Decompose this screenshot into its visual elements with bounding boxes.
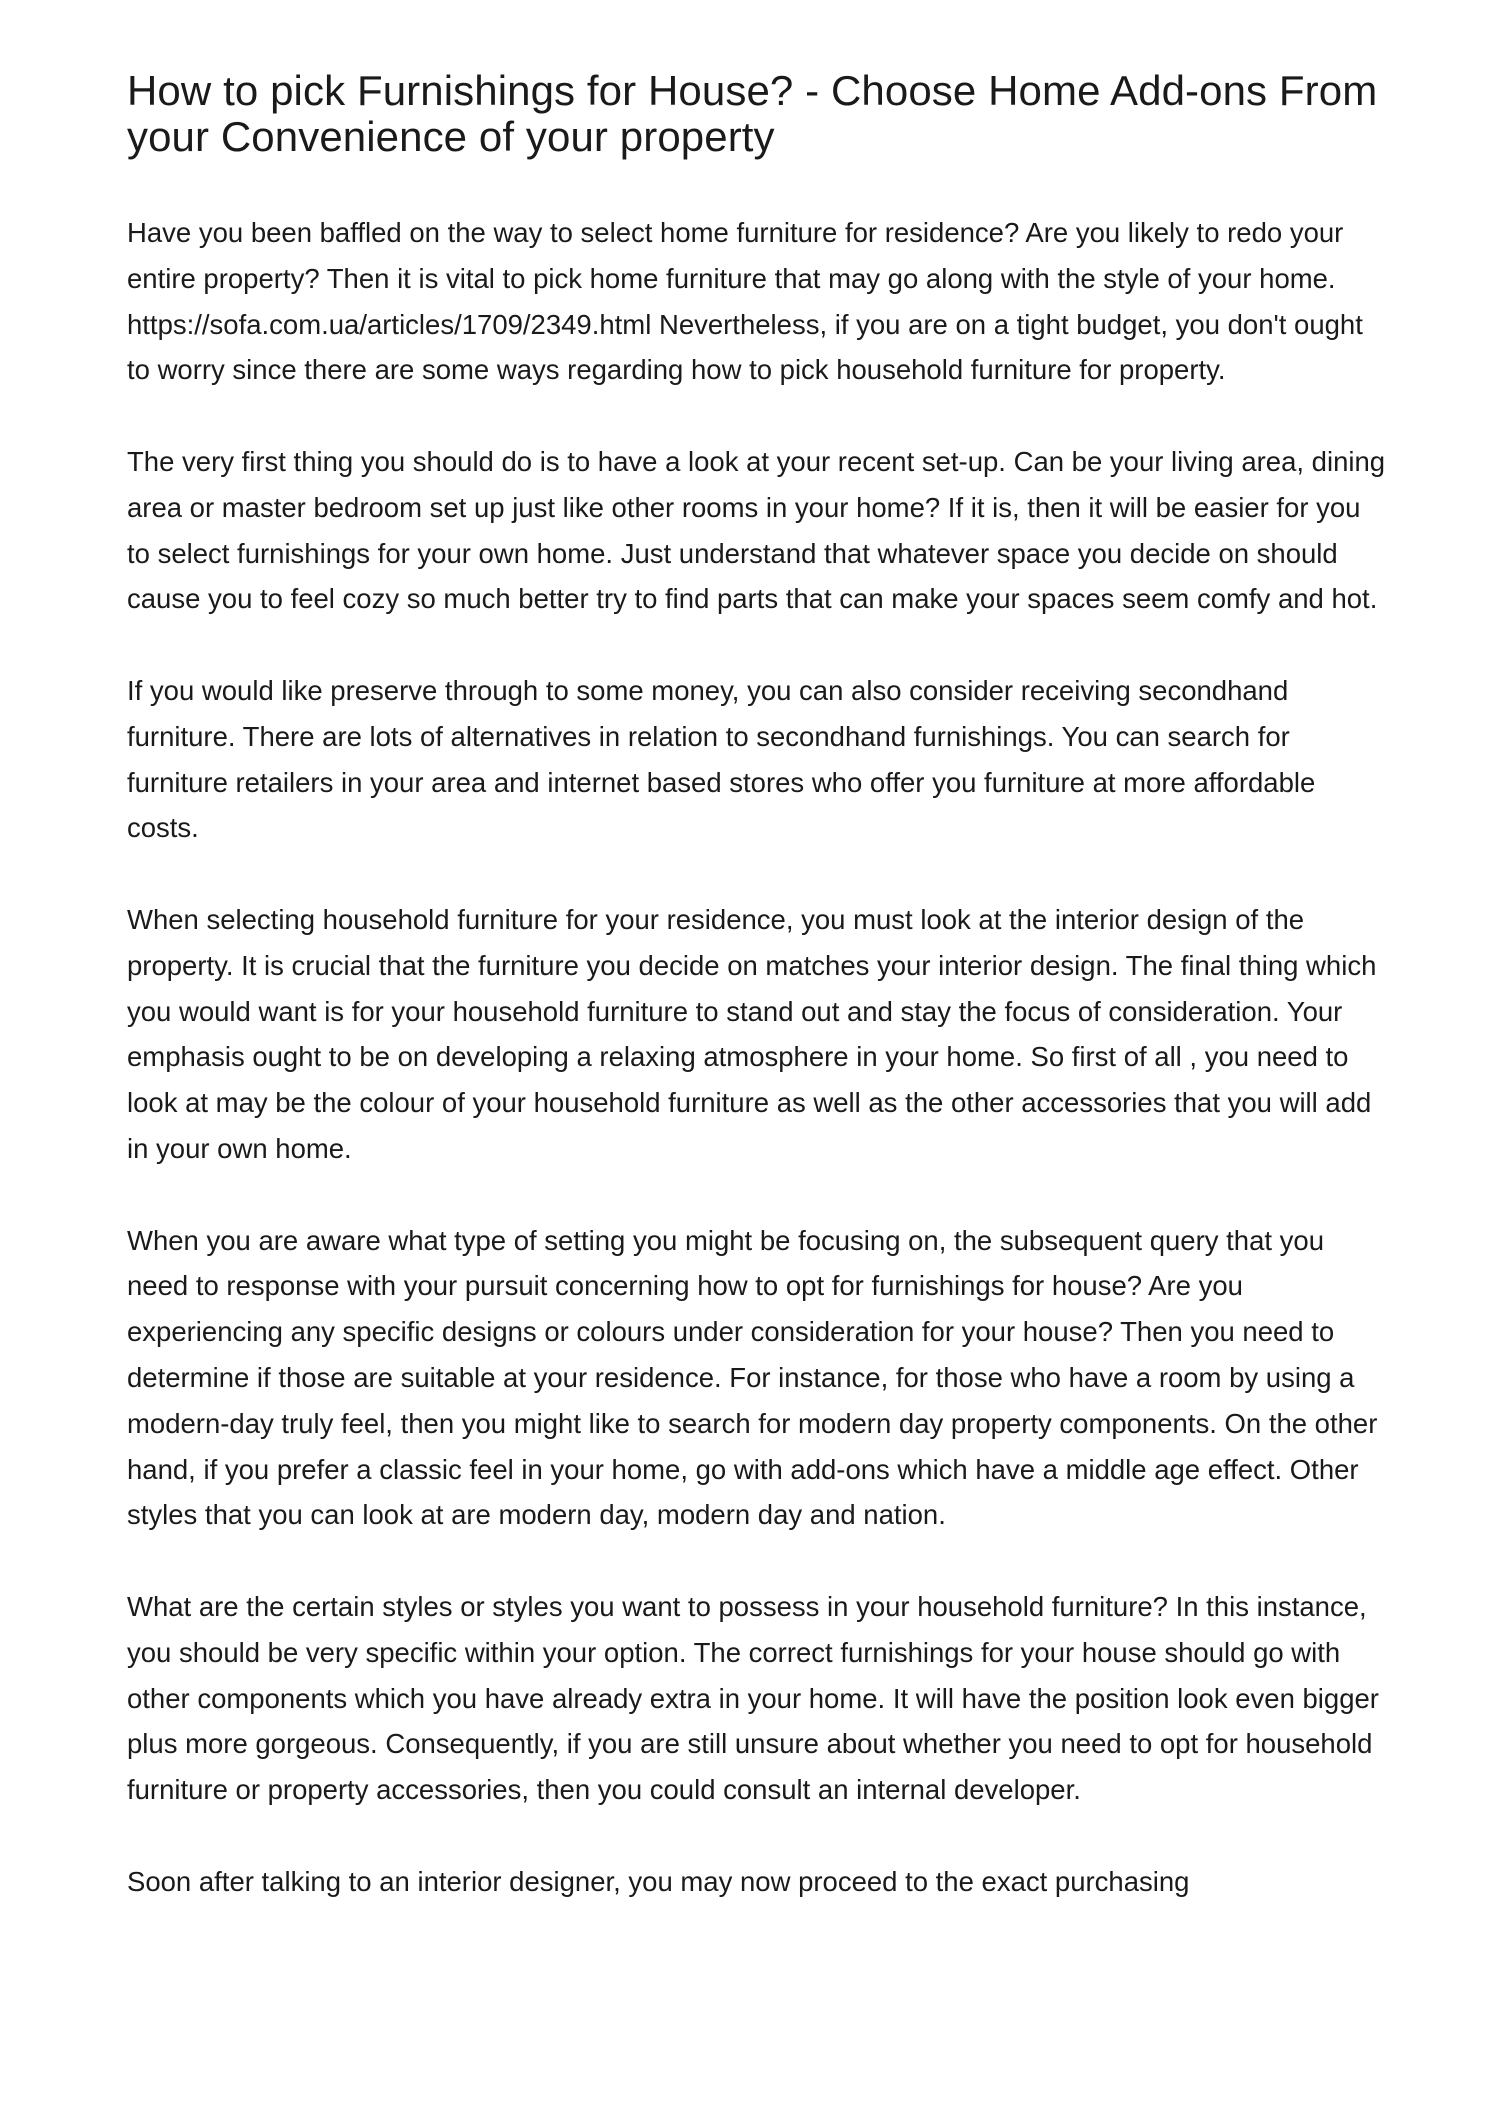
paragraph-6: What are the certain styles or styles you want to possess in your household furniture? In this instance, you should be very specific within your option. The correct furnishings for your house should go with other components which you have already extra in your home. It will have the position look even bigger plus more gorgeous. Consequently, if you are still unsure about whether you need to opt for household furniture or property accessories, then you could consult an internal developer. [127, 1590, 1379, 1806]
paragraph-4: When selecting household furniture for your residence, you must look at the interior design of the property. It is crucial that the furniture you decide on matches your interior design. The final thing which you would want is for your household furniture to stand out and stay the focus of consideration. Your emphasis ought to be on developing a relaxing atmosphere in your home. So first of all , you need to look at may be the colour of your household furniture as well as the other accessories that you will add in your own home. [127, 903, 1377, 1164]
document-title: How to pick Furnishings for House? - Choose Home Add-ons From your Convenience of your property [127, 67, 1378, 160]
paragraph-1: Have you been baffled on the way to select home furniture for residence? Are you likely to redo your entire property? Then it is vital to pick home furniture that may go along with the style of your home. https://sofa.com.ua/articles/1709/2349.html Nevertheless, if you are on a tight budget, you don't ought to worry since there are some ways regarding how to pick household furniture for property. [127, 217, 1363, 386]
paragraph-2: The very first thing you should do is to have a look at your recent set-up. Can be your living area, dining area or master bedroom set up just like other rooms in your home? If it is, then it will be easier for you to select furnishings for your own home. Just understand that whatever space you decide on should cause you to feel cozy so much better try to find parts that can make your spaces seem comfy and hot. [127, 445, 1386, 615]
document-page [127, 68, 1387, 1904]
paragraph-5: When you are aware what type of setting you might be focusing on, the subsequent query that you need to response with your pursuit concerning how to opt for furnishings for house? Are you experiencing any specific designs or colours under consideration for your house? Then you need to determine if those are suitable at your residence. For instance, for those who have a room by using a modern-day truly feel, then you might like to search for modern day property components. On the other hand, if you prefer a classic feel in your home, go with add-ons which have a middle age effect. Other styles that you can look at are modern day, modern day and nation. [127, 1224, 1378, 1531]
paragraph-7: Soon after talking to an interior designer, you may now proceed to the exact purchasing [127, 1865, 1190, 1897]
paragraph-3: If you would like preserve through to some money, you can also consider receiving secondhand furniture. There are lots of alternatives in relation to secondhand furnishings. You can search for furniture retailers in your area and internet based stores who offer you furniture at more affordable costs. [127, 674, 1316, 844]
